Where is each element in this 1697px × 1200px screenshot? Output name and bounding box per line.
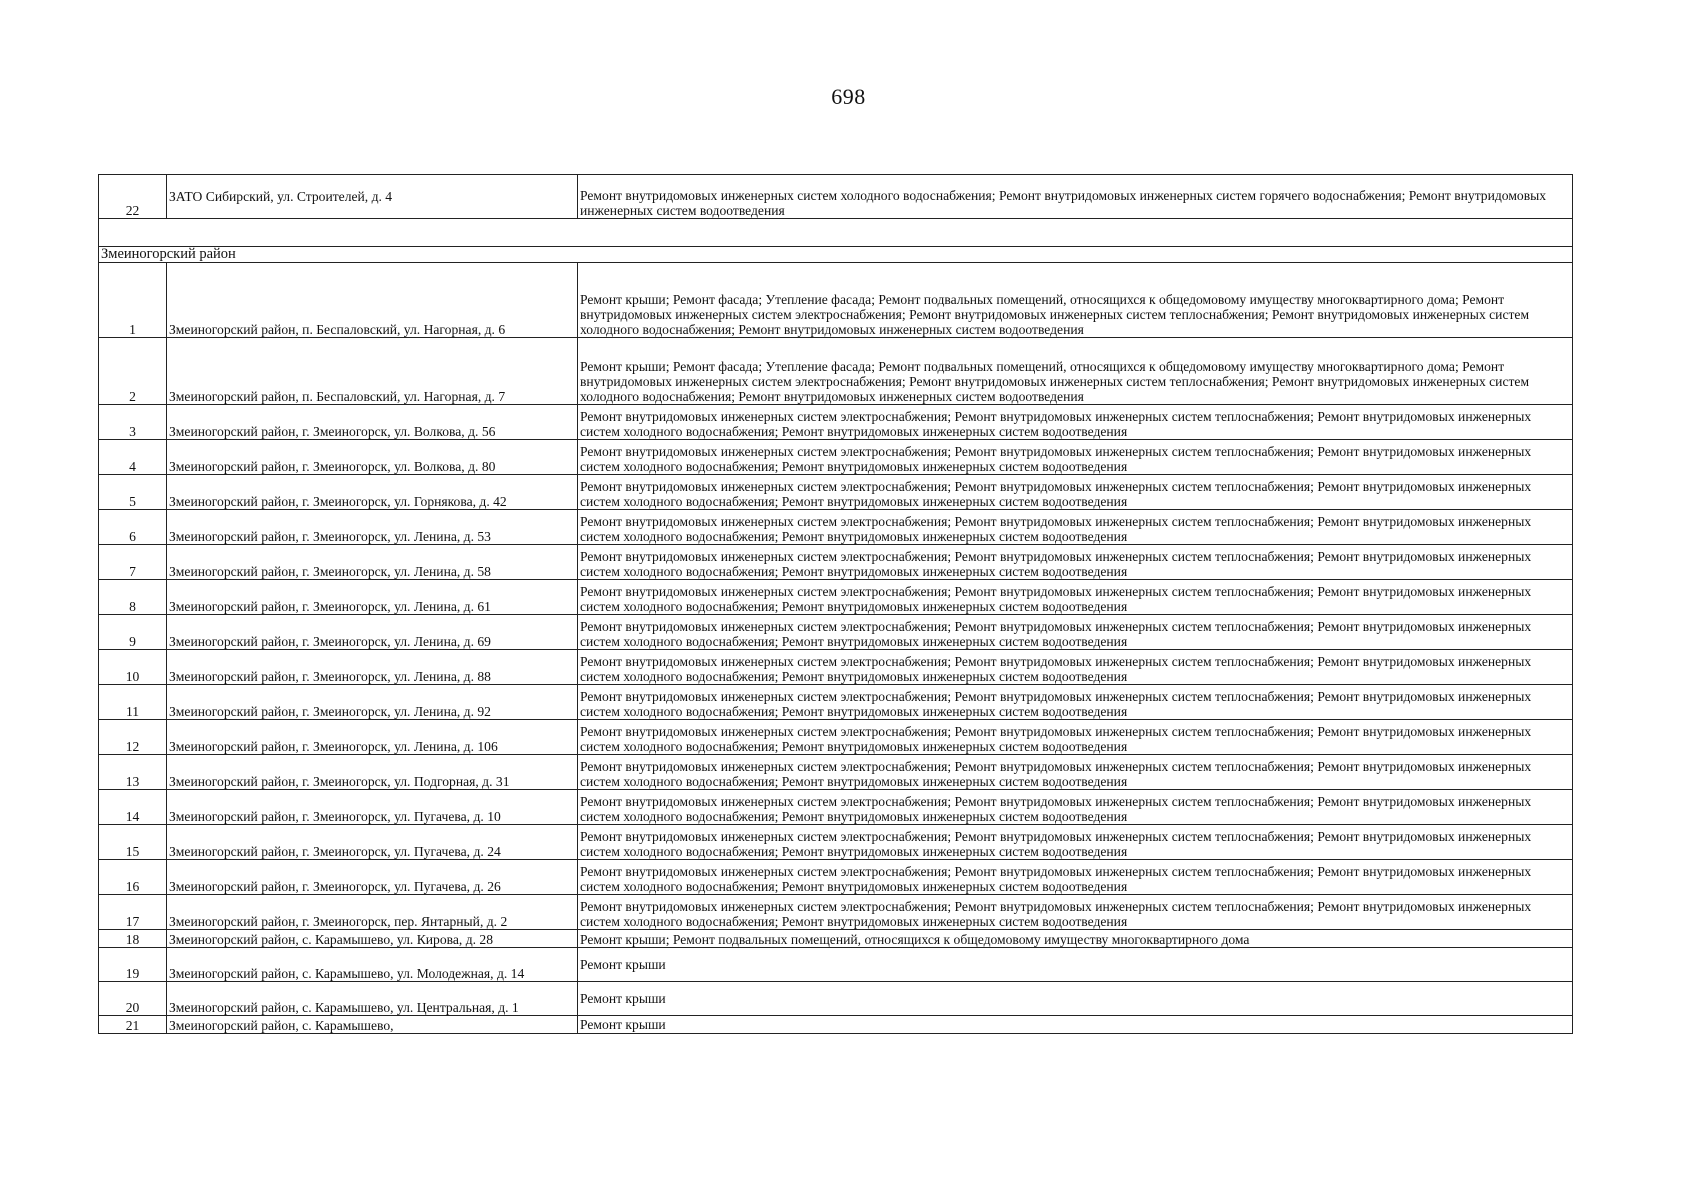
row-works: Ремонт внутридомовых инженерных систем электроснабжения; Ремонт внутридомовых инженерных систем теплоснабжения; Ремонт внутридомовых инженерных систем холодного водоснабжения; Ремонт внутридомовых инженерных систем водоотведения: [578, 720, 1573, 755]
row-address: Змеиногорский район, п. Беспаловский, ул. Нагорная, д. 6: [167, 263, 578, 338]
row-number: 12: [99, 720, 167, 755]
row-address: Змеиногорский район, г. Змеиногорск, ул. Волкова, д. 80: [167, 440, 578, 475]
row-address: Змеиногорский район, г. Змеиногорск, ул. Ленина, д. 88: [167, 650, 578, 685]
row-address: Змеиногорский район, г. Змеиногорск, ул. Ленина, д. 92: [167, 685, 578, 720]
row-address: Змеиногорский район, г. Змеиногорск, ул. Волкова, д. 56: [167, 405, 578, 440]
row-address: Змеиногорский район, г. Змеиногорск, ул. Ленина, д. 58: [167, 545, 578, 580]
table-row: [99, 440, 1573, 475]
table-row: [99, 545, 1573, 580]
row-number: 4: [99, 440, 167, 475]
row-address: Змеиногорский район, с. Карамышево, ул. Молодежная, д. 14: [167, 948, 578, 982]
table-row: [99, 263, 1573, 338]
table-row: [99, 825, 1573, 860]
row-address: Змеиногорский район, г. Змеиногорск, ул. Ленина, д. 106: [167, 720, 578, 755]
row-works: Ремонт внутридомовых инженерных систем электроснабжения; Ремонт внутридомовых инженерных систем теплоснабжения; Ремонт внутридомовых инженерных систем холодного водоснабжения; Ремонт внутридомовых инженерных систем водоотведения: [578, 545, 1573, 580]
row-number: 16: [99, 860, 167, 895]
row-address: Змеиногорский район, г. Змеиногорск, ул. Пугачева, д. 26: [167, 860, 578, 895]
row-number: 6: [99, 510, 167, 545]
row-number: 7: [99, 545, 167, 580]
row-number: 19: [99, 948, 167, 982]
row-number: 5: [99, 475, 167, 510]
row-works: Ремонт внутридомовых инженерных систем холодного водоснабжения; Ремонт внутридомовых инженерных систем горячего водоснабжения; Ремонт внутридомовых инженерных систем водоотведения: [578, 175, 1573, 219]
row-works: Ремонт внутридомовых инженерных систем электроснабжения; Ремонт внутридомовых инженерных систем теплоснабжения; Ремонт внутридомовых инженерных систем холодного водоснабжения; Ремонт внутридомовых инженерных систем водоотведения: [578, 475, 1573, 510]
table-row: [99, 790, 1573, 825]
row-works: Ремонт внутридомовых инженерных систем электроснабжения; Ремонт внутридомовых инженерных систем теплоснабжения; Ремонт внутридомовых инженерных систем холодного водоснабжения; Ремонт внутридомовых инженерных систем водоотведения: [578, 405, 1573, 440]
row-works: Ремонт внутридомовых инженерных систем электроснабжения; Ремонт внутридомовых инженерных систем теплоснабжения; Ремонт внутридомовых инженерных систем холодного водоснабжения; Ремонт внутридомовых инженерных систем водоотведения: [578, 615, 1573, 650]
district-heading: Змеиногорский район: [99, 247, 1573, 263]
table-row: [99, 982, 1573, 1016]
row-address: Змеиногорский район, п. Беспаловский, ул. Нагорная, д. 7: [167, 338, 578, 405]
row-works: Ремонт крыши: [578, 948, 1573, 982]
table-row: [99, 650, 1573, 685]
table-row: [99, 895, 1573, 930]
district-row: [99, 247, 1573, 263]
row-address: Змеиногорский район, с. Карамышево,: [167, 1016, 578, 1034]
table-row: [99, 405, 1573, 440]
table-row: [99, 175, 1573, 219]
table-row: [99, 615, 1573, 650]
row-number: 8: [99, 580, 167, 615]
row-address: Змеиногорский район, г. Змеиногорск, ул. Пугачева, д. 24: [167, 825, 578, 860]
table-row: [99, 685, 1573, 720]
spacer-cell: [99, 219, 1573, 247]
row-address: Змеиногорский район, г. Змеиногорск, пер. Янтарный, д. 2: [167, 895, 578, 930]
table-row: [99, 930, 1573, 948]
row-works: Ремонт крыши; Ремонт подвальных помещений, относящихся к общедомовому имуществу многоквартирного дома: [578, 930, 1573, 948]
row-address: Змеиногорский район, г. Змеиногорск, ул. Ленина, д. 69: [167, 615, 578, 650]
table-row: [99, 948, 1573, 982]
row-address: ЗАТО Сибирский, ул. Строителей, д. 4: [167, 175, 578, 219]
row-works: Ремонт внутридомовых инженерных систем электроснабжения; Ремонт внутридомовых инженерных систем теплоснабжения; Ремонт внутридомовых инженерных систем холодного водоснабжения; Ремонт внутридомовых инженерных систем водоотведения: [578, 895, 1573, 930]
row-number: 10: [99, 650, 167, 685]
row-works: Ремонт крыши; Ремонт фасада; Утепление фасада; Ремонт подвальных помещений, относящихся к общедомовому имуществу многоквартирного дома; Ремонт внутридомовых инженерных систем электроснабжения; Ремонт внутридомовых инженерных систем теплоснабжения; Ремонт внутридомовых инженерных систем холодного водоснабжения; Ремонт внутридомовых инженерных систем водоотведения: [578, 338, 1573, 405]
row-number: 9: [99, 615, 167, 650]
row-address: Змеиногорский район, г. Змеиногорск, ул. Горнякова, д. 42: [167, 475, 578, 510]
row-works: Ремонт внутридомовых инженерных систем электроснабжения; Ремонт внутридомовых инженерных систем теплоснабжения; Ремонт внутридомовых инженерных систем холодного водоснабжения; Ремонт внутридомовых инженерных систем водоотведения: [578, 440, 1573, 475]
table-row: [99, 720, 1573, 755]
table-body: [99, 175, 1573, 1034]
row-number: 2: [99, 338, 167, 405]
row-works: Ремонт внутридомовых инженерных систем электроснабжения; Ремонт внутридомовых инженерных систем теплоснабжения; Ремонт внутридомовых инженерных систем холодного водоснабжения; Ремонт внутридомовых инженерных систем водоотведения: [578, 650, 1573, 685]
row-number: 18: [99, 930, 167, 948]
row-number: 20: [99, 982, 167, 1016]
row-number: 1: [99, 263, 167, 338]
row-works: Ремонт внутридомовых инженерных систем электроснабжения; Ремонт внутридомовых инженерных систем теплоснабжения; Ремонт внутридомовых инженерных систем холодного водоснабжения; Ремонт внутридомовых инженерных систем водоотведения: [578, 510, 1573, 545]
row-works: Ремонт внутридомовых инженерных систем электроснабжения; Ремонт внутридомовых инженерных систем теплоснабжения; Ремонт внутридомовых инженерных систем холодного водоснабжения; Ремонт внутридомовых инженерных систем водоотведения: [578, 860, 1573, 895]
row-number: 21: [99, 1016, 167, 1034]
row-address: Змеиногорский район, г. Змеиногорск, ул. Ленина, д. 53: [167, 510, 578, 545]
row-number: 14: [99, 790, 167, 825]
row-address: Змеиногорский район, с. Карамышево, ул. Кирова, д. 28: [167, 930, 578, 948]
row-number: 11: [99, 685, 167, 720]
row-number: 15: [99, 825, 167, 860]
spacer-row: [99, 219, 1573, 247]
row-works: Ремонт крыши: [578, 982, 1573, 1016]
table-row: [99, 860, 1573, 895]
table-row: [99, 475, 1573, 510]
row-address: Змеиногорский район, с. Карамышево, ул. Центральная, д. 1: [167, 982, 578, 1016]
row-works: Ремонт крыши; Ремонт фасада; Утепление фасада; Ремонт подвальных помещений, относящихся к общедомовому имуществу многоквартирного дома; Ремонт внутридомовых инженерных систем электроснабжения; Ремонт внутридомовых инженерных систем теплоснабжения; Ремонт внутридомовых инженерных систем холодного водоснабжения; Ремонт внутридомовых инженерных систем водоотведения: [578, 263, 1573, 338]
page-number: 698: [831, 84, 866, 109]
row-works: Ремонт внутридомовых инженерных систем электроснабжения; Ремонт внутридомовых инженерных систем теплоснабжения; Ремонт внутридомовых инженерных систем холодного водоснабжения; Ремонт внутридомовых инженерных систем водоотведения: [578, 790, 1573, 825]
row-number: 22: [99, 175, 167, 219]
row-number: 17: [99, 895, 167, 930]
row-works: Ремонт внутридомовых инженерных систем электроснабжения; Ремонт внутридомовых инженерных систем теплоснабжения; Ремонт внутридомовых инженерных систем холодного водоснабжения; Ремонт внутридомовых инженерных систем водоотведения: [578, 825, 1573, 860]
row-works: Ремонт крыши: [578, 1016, 1573, 1034]
table-row: [99, 1016, 1573, 1034]
row-address: Змеиногорский район, г. Змеиногорск, ул. Подгорная, д. 31: [167, 755, 578, 790]
table-row: [99, 510, 1573, 545]
table-row: [99, 755, 1573, 790]
repair-register-table: [98, 174, 1573, 1034]
row-address: Змеиногорский район, г. Змеиногорск, ул. Ленина, д. 61: [167, 580, 578, 615]
row-works: Ремонт внутридомовых инженерных систем электроснабжения; Ремонт внутридомовых инженерных систем теплоснабжения; Ремонт внутридомовых инженерных систем холодного водоснабжения; Ремонт внутридомовых инженерных систем водоотведения: [578, 755, 1573, 790]
row-address: Змеиногорский район, г. Змеиногорск, ул. Пугачева, д. 10: [167, 790, 578, 825]
row-number: 3: [99, 405, 167, 440]
row-number: 13: [99, 755, 167, 790]
table-row: [99, 580, 1573, 615]
row-works: Ремонт внутридомовых инженерных систем электроснабжения; Ремонт внутридомовых инженерных систем теплоснабжения; Ремонт внутридомовых инженерных систем холодного водоснабжения; Ремонт внутридомовых инженерных систем водоотведения: [578, 580, 1573, 615]
row-works: Ремонт внутридомовых инженерных систем электроснабжения; Ремонт внутридомовых инженерных систем теплоснабжения; Ремонт внутридомовых инженерных систем холодного водоснабжения; Ремонт внутридомовых инженерных систем водоотведения: [578, 685, 1573, 720]
table-row: [99, 338, 1573, 405]
